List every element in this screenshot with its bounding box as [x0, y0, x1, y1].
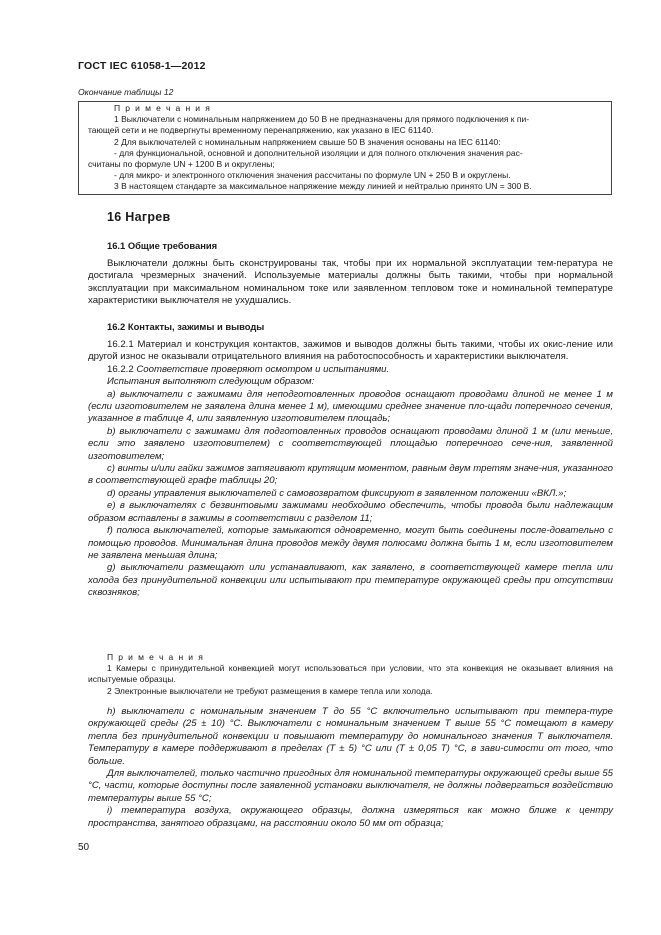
table-caption: Окончание таблицы 12: [78, 87, 174, 97]
subsection-title-16-1: 16.1 Общие требования: [107, 240, 218, 251]
table-note-line: - для микро- и электронного отключения значения рассчитаны по формуле UN + 250 В и округлены.: [114, 170, 511, 181]
list-item-i: i) температура воздуха, окружающего образцы, должна измеряться как можно ближе к центру пространства, занятого образцами, на расстоянии около 50 мм от образца;: [88, 805, 613, 829]
page-number: 50: [78, 842, 90, 853]
paragraph: Выключатели должны быть сконструированы так, чтобы при их нормальной эксплуатации тем-пература не достигала чрезмерных значений. Используемые материалы должны быть такими, чтобы при нормальной эксплуатации при максимальном номинальном токе или заявленном тепловом токе и номинальной температуре характеристики выключателя не ухудшались.: [88, 258, 613, 307]
list-item-c: c) винты и/или гайки зажимов затягивают крутящим моментом, равным двум третям значе-ния, указанного в соответствующей графе таблицы 20;: [88, 463, 613, 487]
list-item-a: a) выключатели с зажимами для неподготовленных проводов оснащают проводами длиной не менее 1 м (если изготовителем не заявлена длина менее 1 м), имеющими среднее значение пло-щади поперечного сечения, указанное в таблице 4, или заявленную изготовителем площадь;: [88, 388, 613, 425]
section-16-1-body: [88, 258, 613, 308]
table-note-line: 2 Для выключателей с номинальным напряжением свыше 50 В значения основаны на IEC 61140:: [114, 136, 501, 147]
paragraph: Для выключателей, только частично пригодных для номинальной температуры окружающей среды выше 55 °C, части, которые доступны после заявленной установки выключателя, не должны подвергаться воздействию температуры выше 55 °C;: [88, 768, 614, 804]
notes-title: П р и м е ч а н и я: [107, 652, 205, 662]
standard-header: ГОСТ IEC 61058-1—2012: [78, 60, 206, 72]
table-notes: [88, 103, 608, 193]
paragraph: 16.2.1 Материал и конструкция контактов, зажимов и выводов должны быть такими, чтобы их окис-ление или другой износ не оказывали отрицательного влияния на работоспособность и характеристики выключателя.: [88, 339, 613, 363]
section-16-2-continued: [88, 706, 613, 830]
note-item: 1 Камеры с принудительной конвекцией могут использоваться при условии, что эта конвекция не оказывает влияния на испытуемые образцы.: [88, 663, 613, 685]
list-item-e: e) в выключателях с безвинтовыми зажимами необходимо обеспечить, чтобы провода были надлежащим образом вставлены в зажимы в соответствии с разделом 11;: [88, 500, 613, 524]
table-note-line: тающей сети и не подвергнуты временному перенапряжению, как указано в IEC 61140.: [88, 125, 434, 136]
table-note-line: - для функциональной, основной и дополнительной изоляции и для полного отключения значения рас-: [114, 147, 523, 158]
paragraph: [88, 364, 613, 376]
subsection-title-16-2: 16.2 Контакты, зажимы и выводы: [107, 321, 265, 332]
note-item: 2 Электронные выключатели не требуют размещения в камере тепла или холода.: [107, 685, 433, 696]
table-note-line: 1 Выключатели с номинальным напряжением до 50 В не предназначены для прямого подключения к пи-: [114, 114, 530, 125]
clause-text: Соответствие проверяют осмотром и испытаниями.: [136, 363, 390, 375]
list-item-f: f) полюса выключателей, которые замыкаются одновременно, могут быть соединены после-довательно с помощью проводов. Минимальная длина проводов между двумя полюсами должна быть 1 м, если изготовителем не заявлена меньшая длина;: [88, 525, 613, 561]
list-item-d: d) органы управления выключателей с самовозвратом фиксируют в заявленном положении «ВКЛ.»;: [107, 487, 567, 499]
notes-block: [88, 652, 613, 697]
table-note-line: 3 В настоящем стандарте за максимальное напряжение между линией и нейтралью принято UN = 300 В.: [114, 181, 532, 192]
section-title: 16 Нагрев: [107, 210, 171, 224]
clause-number: 16.2.2: [107, 363, 134, 375]
list-item-h: h) выключатели с номинальным значением T до 55 °C включительно испытывают при темпера-туре окружающей среды (25 ± 10) °C. Выключатели с номинальным значением T выше 55 °C помещают в камеру тепла без принудительной конвекции и повышают температуру до номинального значения T выключателя. Температуру в камере поддерживают в пределах (T ± 5) °C или (T ± 0,05 T) °C, в зави-симости от того, что больше.: [88, 706, 613, 767]
paragraph: Испытания выполняют следующим образом:: [107, 376, 315, 388]
table-notes-title: П р и м е ч а н и я: [114, 103, 212, 113]
section-16-2-body: [88, 339, 613, 600]
list-item-b: b) выключатели с зажимами для подготовленных проводов оснащают проводами длиной 1 м (или меньше, если это заявлено изготовителем) с соответствующей площадью поперечного сече-ния, заявленной изготовителем;: [88, 425, 613, 462]
table-note-line: считаны по формуле UN + 1200 В и округлены;: [88, 159, 275, 170]
list-item-g: g) выключатели размещают или устанавливают, как заявлено, в соответствующей камере тепла или холода без принудительной конвекции или испытывают при температуре окружающей среды при отсутствии сквозняков;: [88, 562, 613, 599]
